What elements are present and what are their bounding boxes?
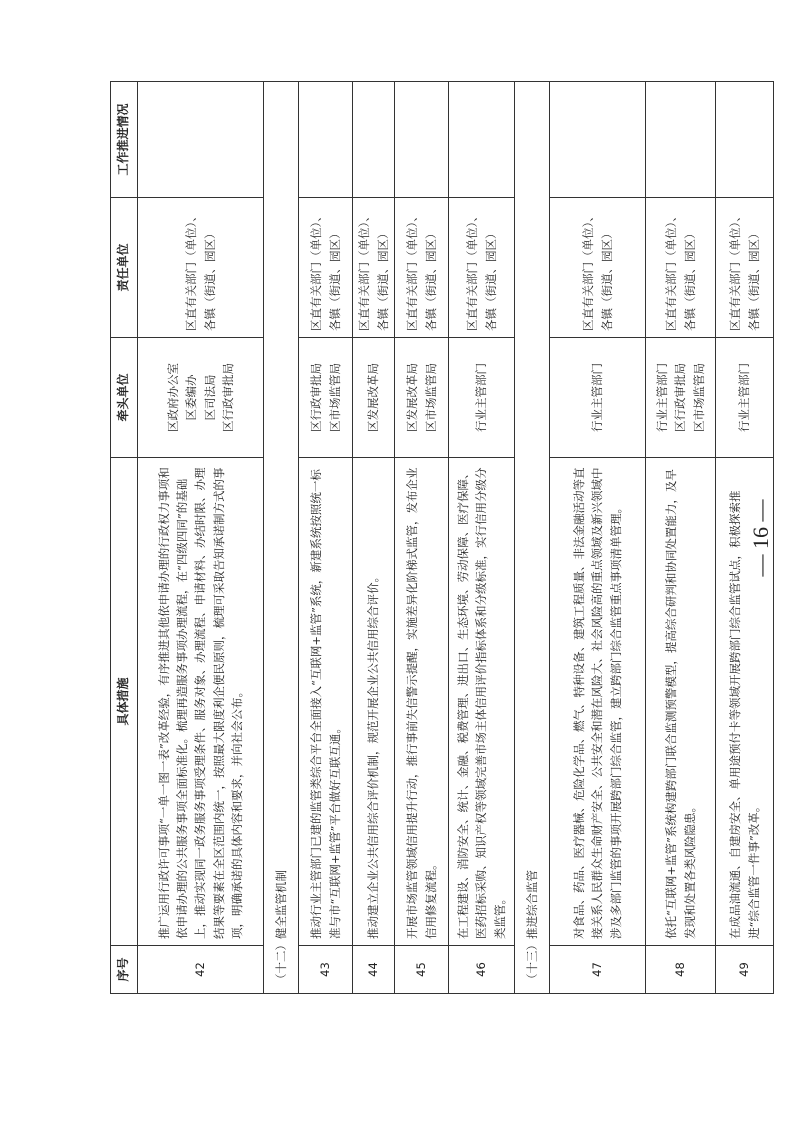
section-title: （十三）推进综合监管 — [515, 82, 550, 994]
row-progress — [646, 82, 716, 198]
row-progress — [353, 82, 395, 198]
section-row — [515, 82, 550, 994]
row-resp: 区直有关部门（单位）、各镇（街道、园区） — [716, 198, 774, 338]
row-lead: 区发展改革局 — [353, 338, 395, 458]
row-lead: 行业主管部门 — [550, 338, 646, 458]
header-progress: 工作推进情况 — [111, 82, 138, 198]
row-resp: 区直有关部门（单位）、各镇（街道、园区） — [395, 198, 449, 338]
section-row — [264, 82, 299, 994]
row-num: 45 — [395, 946, 449, 994]
row-measure: 推广运用行政许可事项“一单一图一表”改革经验，有序推进其他依申请办理的行政权力事项和依申请办理的公共服务事项全面标准化。梳理再造服务事项办理流程，在“四级四同”的基础上，推动实现同一政务服务事项受理条件、服务对象、办理流程、申请材料、办结时限、办理结果等要素在全区范围内统一，按照最大限度利企便民原则，梳理可采取告知承诺制方式的事项，明确承诺的具体内容和要求，并向社会公布。 — [138, 458, 264, 946]
table-row — [353, 82, 395, 994]
row-resp: 区直有关部门（单位）、各镇（街道、园区） — [550, 198, 646, 338]
row-num: 49 — [716, 946, 774, 994]
row-progress — [299, 82, 353, 198]
table-header-row — [111, 82, 138, 994]
row-measure: 在成品油流通、自建房安全、单用途预付卡等领域开展跨部门综合监管试点，积极探索推进“综合监管一件事”改革。 — [716, 458, 774, 946]
row-measure: 推动行业主管部门已建的监管类综合平台全面接入“互联网+监管”系统，新建系统按照统一标准与市“互联网+监管”平台做好互联互通。 — [299, 458, 353, 946]
header-measure: 具体措施 — [111, 458, 138, 946]
row-resp: 区直有关部门（单位）、各镇（街道、园区） — [138, 198, 264, 338]
row-measure: 在工程建设、消防安全、统计、金融、税费管理、进出口、生态环境、劳动保障、医疗保障、医药招标采购、知识产权等领域完善市场主体信用评价指标体系和分级标准，实行信用分级分类监管。 — [449, 458, 515, 946]
row-lead: 区政府办公室 区委编办 区司法局 区行政审批局 — [138, 338, 264, 458]
table-row — [449, 82, 515, 994]
table-row — [138, 82, 264, 994]
row-progress — [550, 82, 646, 198]
row-num: 44 — [353, 946, 395, 994]
row-resp: 区直有关部门（单位）、各镇（街道、园区） — [299, 198, 353, 338]
row-measure: 对食品、药品、医疗器械、危险化学品、燃气、特种设备、建筑工程质量、非法金融活动等直接关系人民群众生命财产安全、公共安全和潜在风险大、社会风险高的重点领域及新兴领域中涉及多部门监管的事项开展跨部门综合监管，建立跨部门综合监管重点事项清单管理。 — [550, 458, 646, 946]
header-lead: 牵头单位 — [111, 338, 138, 458]
row-num: 47 — [550, 946, 646, 994]
row-measure: 依托“互联网+监管”系统构建跨部门联合监测预警模型，提高综合研判和协同处置能力，及早发现和处置各类风险隐患。 — [646, 458, 716, 946]
section-title: （十二）健全监管机制 — [264, 82, 299, 994]
table-row — [550, 82, 646, 994]
row-measure: 推动建立企业公共信用综合评价机制，规范开展企业公共信用综合评价。 — [353, 458, 395, 946]
header-num: 序号 — [111, 946, 138, 994]
row-progress — [395, 82, 449, 198]
row-num: 46 — [449, 946, 515, 994]
row-progress — [138, 82, 264, 198]
table-row — [299, 82, 353, 994]
row-resp: 区直有关部门（单位）、各镇（街道、园区） — [353, 198, 395, 338]
row-lead: 行业主管部门 — [449, 338, 515, 458]
table-row — [395, 82, 449, 994]
page-number: — 16 — — [748, 499, 773, 577]
row-num: 48 — [646, 946, 716, 994]
row-progress — [449, 82, 515, 198]
measures-table — [110, 81, 774, 994]
row-num: 42 — [138, 946, 264, 994]
row-resp: 区直有关部门（单位）、各镇（街道、园区） — [449, 198, 515, 338]
row-resp: 区直有关部门（单位）、各镇（街道、园区） — [646, 198, 716, 338]
row-measure: 开展市场监管领域信用提升行动，推行事前失信警示提醒，实施差异化阶梯式监管，发布企业信用修复流程。 — [395, 458, 449, 946]
header-resp: 责任单位 — [111, 198, 138, 338]
table-row — [646, 82, 716, 994]
row-lead: 行业主管部门 区行政审批局 区市场监管局 — [646, 338, 716, 458]
row-lead: 区行政审批局 区市场监管局 — [299, 338, 353, 458]
row-lead: 行业主管部门 — [716, 338, 774, 458]
row-lead: 区发展改革局 区市场监管局 — [395, 338, 449, 458]
row-num: 43 — [299, 946, 353, 994]
